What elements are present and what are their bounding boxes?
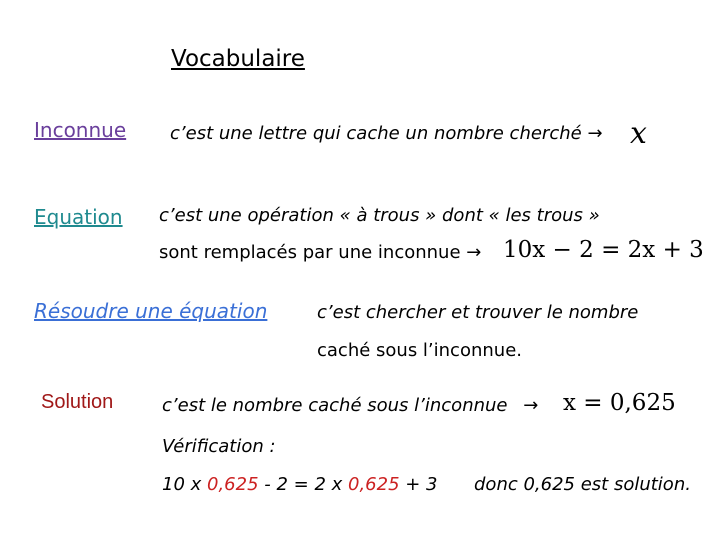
term-resoudre: Résoudre une équation bbox=[34, 299, 268, 323]
math-equation: 10x − 2 = 2x + 3 bbox=[503, 237, 704, 263]
verification-expression bbox=[162, 474, 438, 495]
term-inconnue: Inconnue bbox=[34, 118, 127, 142]
definition-resoudre-line1: c’est chercher et trouver le nombre bbox=[317, 302, 639, 323]
page-title: Vocabulaire bbox=[171, 46, 305, 72]
definition-equation-line1: c’est une opération « à trous » dont « les trous » bbox=[159, 205, 600, 226]
math-solution: x = 0,625 bbox=[563, 390, 676, 416]
term-equation: Equation bbox=[34, 205, 123, 229]
definition-inconnue bbox=[170, 123, 603, 144]
definition-text: c’est le nombre caché sous l’inconnue bbox=[162, 395, 508, 416]
math-inconnue: x bbox=[630, 116, 647, 151]
definition-resoudre-line2: caché sous l’inconnue. bbox=[317, 340, 522, 361]
arrow: → bbox=[587, 123, 603, 144]
expr-part: + 3 bbox=[399, 474, 438, 495]
definition-equation-line2 bbox=[159, 242, 481, 263]
arrow: → bbox=[466, 242, 482, 263]
definition-text: sont remplacés par une inconnue bbox=[159, 242, 461, 263]
expr-value: 0,625 bbox=[348, 474, 400, 495]
expr-part: 10 x bbox=[162, 474, 207, 495]
arrow: → bbox=[523, 395, 539, 416]
verification-conclusion: donc 0,625 est solution. bbox=[474, 474, 691, 495]
expr-part: - 2 = 2 x bbox=[258, 474, 348, 495]
expr-value: 0,625 bbox=[207, 474, 259, 495]
term-solution: Solution bbox=[41, 391, 114, 413]
definition-text: c’est une lettre qui cache un nombre cherché bbox=[170, 123, 582, 144]
definition-solution bbox=[162, 395, 538, 416]
verification-label: Vérification : bbox=[162, 436, 276, 457]
